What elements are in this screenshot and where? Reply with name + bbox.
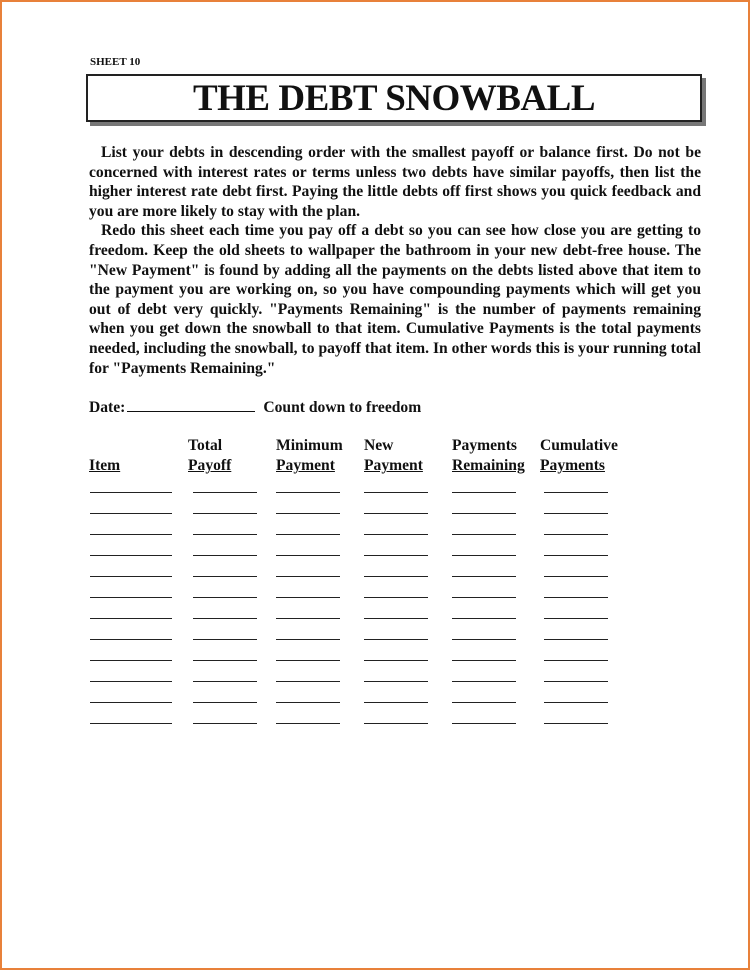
blank-entry-line[interactable] [452, 576, 516, 577]
blank-entry-line[interactable] [276, 555, 340, 556]
blank-entry-line[interactable] [452, 534, 516, 535]
date-label: Date: [89, 399, 126, 416]
column-header [188, 436, 231, 476]
column-header [276, 436, 343, 476]
blank-entry-line[interactable] [193, 660, 257, 661]
blank-entry-line[interactable] [452, 681, 516, 682]
blank-entry-line[interactable] [452, 639, 516, 640]
blank-entry-line[interactable] [364, 597, 428, 598]
blank-entry-line[interactable] [276, 660, 340, 661]
blank-entry-line[interactable] [90, 660, 172, 661]
sheet-label: SHEET 10 [90, 56, 141, 68]
blank-entry-line[interactable] [364, 513, 428, 514]
blank-entry-line[interactable] [193, 576, 257, 577]
blank-entry-line[interactable] [364, 723, 428, 724]
title-box [86, 74, 702, 122]
column-header-bottom: Payment [276, 457, 335, 474]
blank-entry-line[interactable] [193, 618, 257, 619]
column-header-bottom: Item [89, 457, 121, 474]
column-header [452, 436, 525, 476]
blank-entry-line[interactable] [544, 618, 608, 619]
blank-entry-line[interactable] [364, 534, 428, 535]
blank-entry-line[interactable] [276, 492, 340, 493]
column-header [540, 436, 618, 476]
column-header [89, 436, 120, 476]
column-header-bottom: Payment [364, 457, 423, 474]
date-field[interactable] [127, 397, 255, 412]
blank-entry-line[interactable] [90, 639, 172, 640]
column-header-top: Minimum [276, 437, 343, 454]
column-header-top [89, 436, 120, 456]
blank-entry-line[interactable] [276, 681, 340, 682]
blank-entry-line[interactable] [544, 576, 608, 577]
column-header-bottom: Payments [540, 457, 605, 474]
column-header [364, 436, 423, 476]
blank-entry-line[interactable] [90, 681, 172, 682]
blank-entry-line[interactable] [193, 723, 257, 724]
blank-entry-line[interactable] [193, 681, 257, 682]
blank-entry-line[interactable] [276, 597, 340, 598]
blank-entry-line[interactable] [364, 702, 428, 703]
blank-entry-line[interactable] [364, 492, 428, 493]
blank-entry-line[interactable] [364, 639, 428, 640]
blank-entry-line[interactable] [452, 492, 516, 493]
date-line [89, 397, 421, 417]
blank-entry-line[interactable] [364, 618, 428, 619]
instructions [89, 143, 701, 378]
blank-entry-line[interactable] [544, 681, 608, 682]
blank-entry-line[interactable] [90, 702, 172, 703]
blank-entry-line[interactable] [364, 555, 428, 556]
column-header-top: Total [188, 437, 223, 454]
blank-entry-line[interactable] [276, 618, 340, 619]
blank-entry-line[interactable] [193, 555, 257, 556]
page-title: THE DEBT SNOWBALL [192, 78, 596, 119]
blank-entry-line[interactable] [544, 702, 608, 703]
blank-entry-line[interactable] [452, 618, 516, 619]
blank-entry-line[interactable] [544, 723, 608, 724]
column-header-bottom: Payoff [188, 457, 232, 474]
blank-entry-line[interactable] [90, 618, 172, 619]
blank-entry-line[interactable] [364, 681, 428, 682]
blank-entry-line[interactable] [193, 597, 257, 598]
column-header-bottom: Remaining [452, 457, 525, 474]
blank-entry-line[interactable] [544, 639, 608, 640]
blank-entry-line[interactable] [193, 534, 257, 535]
blank-entry-line[interactable] [90, 597, 172, 598]
blank-entry-line[interactable] [276, 723, 340, 724]
blank-entry-line[interactable] [544, 534, 608, 535]
blank-entry-line[interactable] [544, 660, 608, 661]
blank-entry-line[interactable] [276, 576, 340, 577]
blank-entry-line[interactable] [544, 555, 608, 556]
blank-entry-line[interactable] [276, 639, 340, 640]
blank-entry-line[interactable] [193, 639, 257, 640]
blank-entry-line[interactable] [276, 702, 340, 703]
blank-entry-line[interactable] [544, 597, 608, 598]
countdown-label: Count down to freedom [263, 399, 422, 416]
blank-entry-line[interactable] [364, 660, 428, 661]
blank-entry-line[interactable] [544, 513, 608, 514]
column-header-top: Payments [452, 437, 517, 454]
blank-entry-line[interactable] [193, 513, 257, 514]
blank-entry-line[interactable] [276, 534, 340, 535]
blank-entry-line[interactable] [90, 513, 172, 514]
blank-entry-line[interactable] [90, 723, 172, 724]
blank-entry-line[interactable] [90, 555, 172, 556]
blank-entry-line[interactable] [364, 576, 428, 577]
paragraph-1: List your debts in descending order with the smallest payoff or balance first. Do not be concerned with interest rates or terms unless two debts have similar payoffs, then list the higher interest rate debt first. Paying the little debts off first shows you quick feedback and you are more likely to stay with the plan. [89, 144, 701, 220]
blank-entry-line[interactable] [452, 723, 516, 724]
column-header-top: New [364, 437, 394, 454]
blank-entry-line[interactable] [452, 702, 516, 703]
blank-entry-line[interactable] [452, 660, 516, 661]
blank-entry-line[interactable] [544, 492, 608, 493]
blank-entry-line[interactable] [90, 576, 172, 577]
blank-entry-line[interactable] [276, 513, 340, 514]
blank-entry-line[interactable] [452, 513, 516, 514]
blank-entry-line[interactable] [193, 492, 257, 493]
blank-entry-line[interactable] [452, 597, 516, 598]
blank-entry-line[interactable] [90, 534, 172, 535]
blank-entry-line[interactable] [452, 555, 516, 556]
column-header-top: Cumulative [540, 437, 618, 454]
blank-entry-line[interactable] [193, 702, 257, 703]
blank-entry-line[interactable] [90, 492, 172, 493]
paragraph-2: Redo this sheet each time you pay off a debt so you can see how close you are getting to freedom. Keep the old sheets to wallpaper the bathroom in your new debt-free house. The "New Payment" is found by adding all the payments on the debts listed above that item to the payment you are working on, so you have compounding payments which will get you out of debt very quickly. "Payments Remaining" is the number of payments remaining when you get down the snowball to that item. Cumulative Payments is the total payments needed, including the snowball, to payoff that item. In other words this is your running total for "Payments Remaining." [89, 222, 701, 377]
